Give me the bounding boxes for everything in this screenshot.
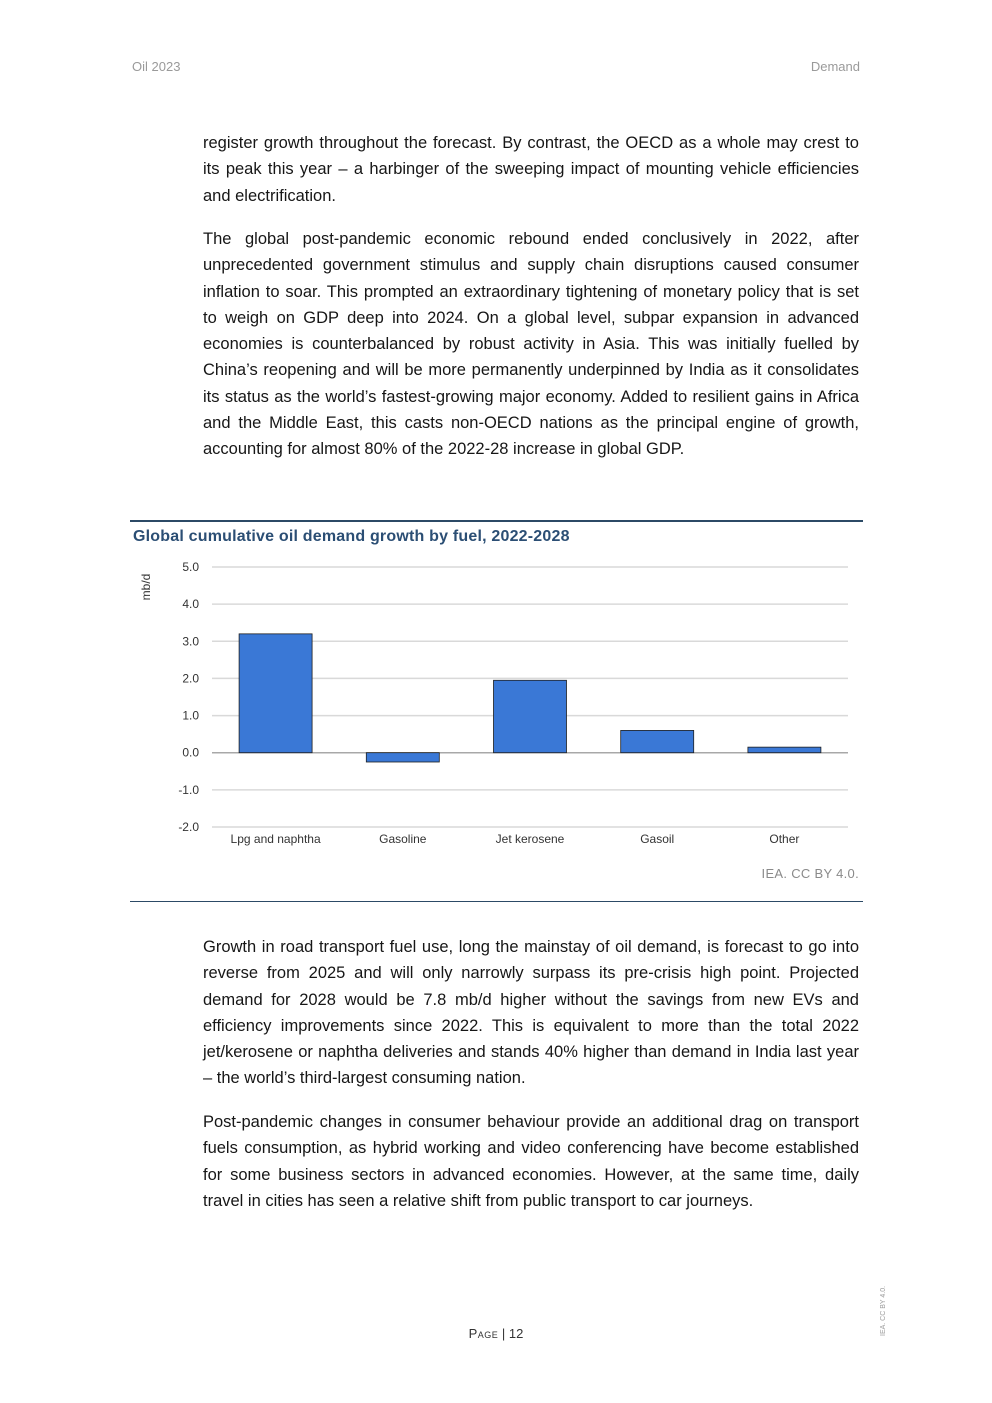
x-tick-label: Gasoline xyxy=(379,832,427,846)
chart-top-rule xyxy=(130,520,863,522)
chart-title: Global cumulative oil demand growth by fuel, 2022-2028 xyxy=(133,528,570,545)
y-axis-label: mb/d xyxy=(139,573,153,601)
bar-lpg-and-naphtha xyxy=(239,634,312,753)
y-tick-label: -1.0 xyxy=(178,782,199,797)
y-tick-label: -2.0 xyxy=(178,820,199,834)
bar-other xyxy=(748,747,821,753)
y-tick-label: 2.0 xyxy=(182,671,199,686)
header-report-title: Oil 2023 xyxy=(132,59,181,74)
x-tick-label: Lpg and naphtha xyxy=(230,832,321,846)
bar-gasoil xyxy=(621,730,694,752)
paragraph-1: register growth throughout the forecast. By contrast, the OECD as a whole may crest to its peak this year – a harbinger of the sweeping impact of mounting vehicle efficiencies and electrification. xyxy=(203,134,859,205)
x-tick-label: Jet kerosene xyxy=(495,832,565,846)
paragraph-2: The global post-pandemic economic rebound ended conclusively in 2022, after unprecedented government stimulus and supply chain disruptions caused consumer inflation to soar. This prompted an extraordinary tightening of monetary policy that is set to weigh on GDP deep into 2024. On a global level, subpar expansion in advanced economies is counterbalanced by robust activity in Asia. This was initially fuelled by China’s reopening and will be more permanently underpinned by India as it consolidates its status as the world’s fastest-growing major economy. Added to resilient gains in Africa and the Middle East, this casts non-OECD nations as the principal engine of growth, accounting for almost 80% of the 2022-28 increase in global GDP. xyxy=(203,230,859,459)
x-tick-label: Gasoil xyxy=(640,832,675,846)
paragraph-4: Post-pandemic changes in consumer behaviour provide an additional drag on transport fuels consumption, as hybrid working and video conferencing have become established for some business sectors in advanced economies. However, at the same time, daily travel in cities has seen a relative shift from public transport to car journeys. xyxy=(203,1113,859,1210)
y-tick-label: 3.0 xyxy=(182,634,199,649)
bar-chart xyxy=(130,555,863,860)
paragraph-3: Growth in road transport fuel use, long the mainstay of oil demand, is forecast to go into reverse from 2025 and will only narrowly surpass its pre-crisis high point. Projected demand for 2028 would be 7.8 mb/d higher without the savings from new EVs and efficiency improvements since 2022. This is equivalent to more than the total 2022 jet/kerosene or naphtha deliveries and stands 40% higher than demand in India last year – the world’s third-largest consuming nation. xyxy=(203,938,859,1088)
chart-bottom-rule xyxy=(130,901,863,902)
side-license-note: IEA. CC BY 4.0. xyxy=(880,1285,887,1336)
y-tick-label: 0.0 xyxy=(182,745,199,760)
x-tick-label: Other xyxy=(769,832,800,846)
chart-source-credit: IEA. CC BY 4.0. xyxy=(761,866,859,881)
bar-jet-kerosene xyxy=(494,680,567,752)
bar-gasoline xyxy=(366,753,439,762)
page-number xyxy=(0,1326,992,1341)
y-tick-label: 5.0 xyxy=(182,560,199,574)
y-tick-label: 4.0 xyxy=(182,597,199,612)
y-tick-label: 1.0 xyxy=(182,708,199,723)
page-number-value: | 12 xyxy=(501,1326,524,1341)
page-label: Page xyxy=(468,1326,499,1341)
header-section-title: Demand xyxy=(810,59,860,74)
